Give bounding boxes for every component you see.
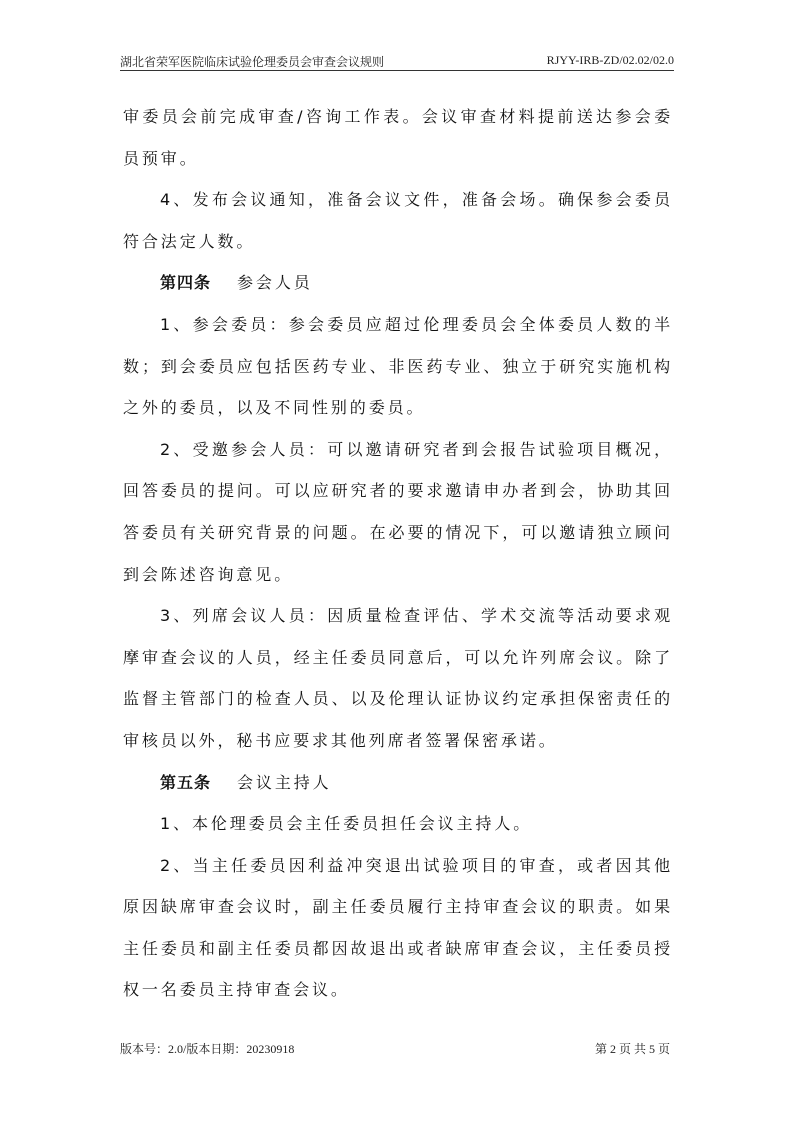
footer-page-number: 第 2 页 共 5 页: [594, 1042, 670, 1056]
article-4-heading: [123, 262, 673, 304]
article-4-number: 第四条: [160, 273, 212, 293]
document-body: [123, 96, 673, 1011]
article-4-item-2: 2、受邀参会人员：可以邀请研究者到会报告试验项目概况，回答委员的提问。可以应研究者的要求邀请申办者到会，协助其回答委员有关研究背景的问题。在必要的情况下，可以邀请独立顾问到会陈述咨询意见。: [123, 439, 673, 584]
article-4-item-3: 3、列席会议人员：因质量检查评估、学术交流等活动要求观摩审查会议的人员，经主任委员同意后，可以允许列席会议。除了监督主管部门的检查人员、以及伦理认证协议约定承担保密责任的审核员以外，秘书应要求其他列席者签署保密承诺。: [123, 606, 673, 750]
header-title: 湖北省荣军医院临床试验伦理委员会审查会议规则: [120, 55, 385, 69]
header-rule: [120, 70, 674, 71]
page-header: [120, 53, 674, 71]
page-footer: [120, 1040, 670, 1058]
footer-version: 版本号：2.0/版本日期：20230918: [120, 1042, 295, 1056]
paragraph-continuation: 审委员会前完成审查/咨询工作表。会议审查材料提前送达参会委员预审。: [123, 107, 673, 168]
article-5-item-1: 1、本伦理委员会主任委员担任会议主持人。: [160, 814, 533, 834]
article-5-item-2: 2、当主任委员因利益冲突退出试验项目的审查，或者因其他原因缺席审查会议时，副主任委员履行主持审查会议的职责。如果主任委员和副主任委员都因故退出或者缺席审查会议，主任委员授权一名委员主持审查会议。: [123, 855, 673, 1000]
article-5-title: 会议主持人: [237, 772, 332, 792]
article-4-title: 参会人员: [237, 273, 313, 293]
paragraph-item-4: 4、发布会议通知，准备会议文件，准备会场。确保参会委员符合法定人数。: [123, 190, 673, 251]
article-5-heading: [123, 762, 673, 804]
article-4-item-1: 1、参会委员：参会委员应超过伦理委员会全体委员人数的半数；到会委员应包括医药专业、非医药专业、独立于研究实施机构之外的委员，以及不同性别的委员。: [123, 314, 673, 418]
header-doc-code: RJYY-IRB-ZD/02.02/02.0: [546, 53, 674, 67]
article-5-number: 第五条: [160, 772, 212, 792]
